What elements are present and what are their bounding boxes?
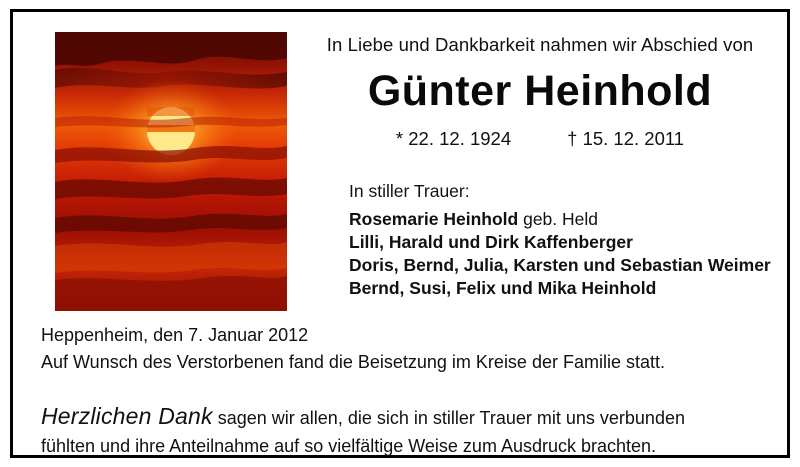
thanks-emphasis: Herzlichen Dank — [41, 403, 213, 429]
mourners-block — [349, 180, 771, 299]
mourners-heading: In stiller Trauer: — [349, 181, 470, 202]
deceased-name: Günter Heinhold — [367, 67, 713, 115]
place-and-date: Heppenheim, den 7. Januar 2012 — [41, 325, 309, 345]
death-date: † 15. 12. 2011 — [567, 128, 685, 150]
mourner-suffix: geb. Held — [518, 208, 598, 229]
sunset-photo — [55, 32, 287, 311]
mourner-row — [349, 208, 771, 231]
sunset-photo-graphic — [55, 32, 287, 311]
obituary-text-column — [309, 34, 771, 300]
obituary-frame — [10, 9, 790, 458]
mourner-name: Lilli, Harald und Dirk Kaffenberger — [349, 231, 633, 252]
obituary-footer — [41, 322, 765, 459]
intro-line: In Liebe und Dankbarkeit nahmen wir Abschied von — [326, 34, 754, 55]
thanks-block — [41, 400, 765, 459]
mourner-row — [349, 231, 771, 254]
obituary-inner — [13, 12, 787, 455]
mourner-row — [349, 277, 771, 300]
thanks-line-2: fühlten und ihre Anteilnahme auf so vielfältige Weise zum Ausdruck brachten. — [41, 436, 657, 457]
mourner-row — [349, 254, 771, 277]
life-dates — [309, 128, 771, 150]
mourner-name: Bernd, Susi, Felix und Mika Heinhold — [349, 277, 657, 298]
mourner-name: Doris, Bernd, Julia, Karsten und Sebastian Weimer — [349, 254, 771, 275]
mourner-name: Rosemarie Heinhold — [349, 208, 519, 229]
birth-date: * 22. 12. 1924 — [395, 128, 512, 150]
burial-note: Auf Wunsch des Verstorbenen fand die Beisetzung im Kreise der Familie statt. — [41, 352, 665, 372]
thanks-rest: sagen wir allen, die sich in stiller Trauer mit uns verbunden — [212, 408, 685, 428]
